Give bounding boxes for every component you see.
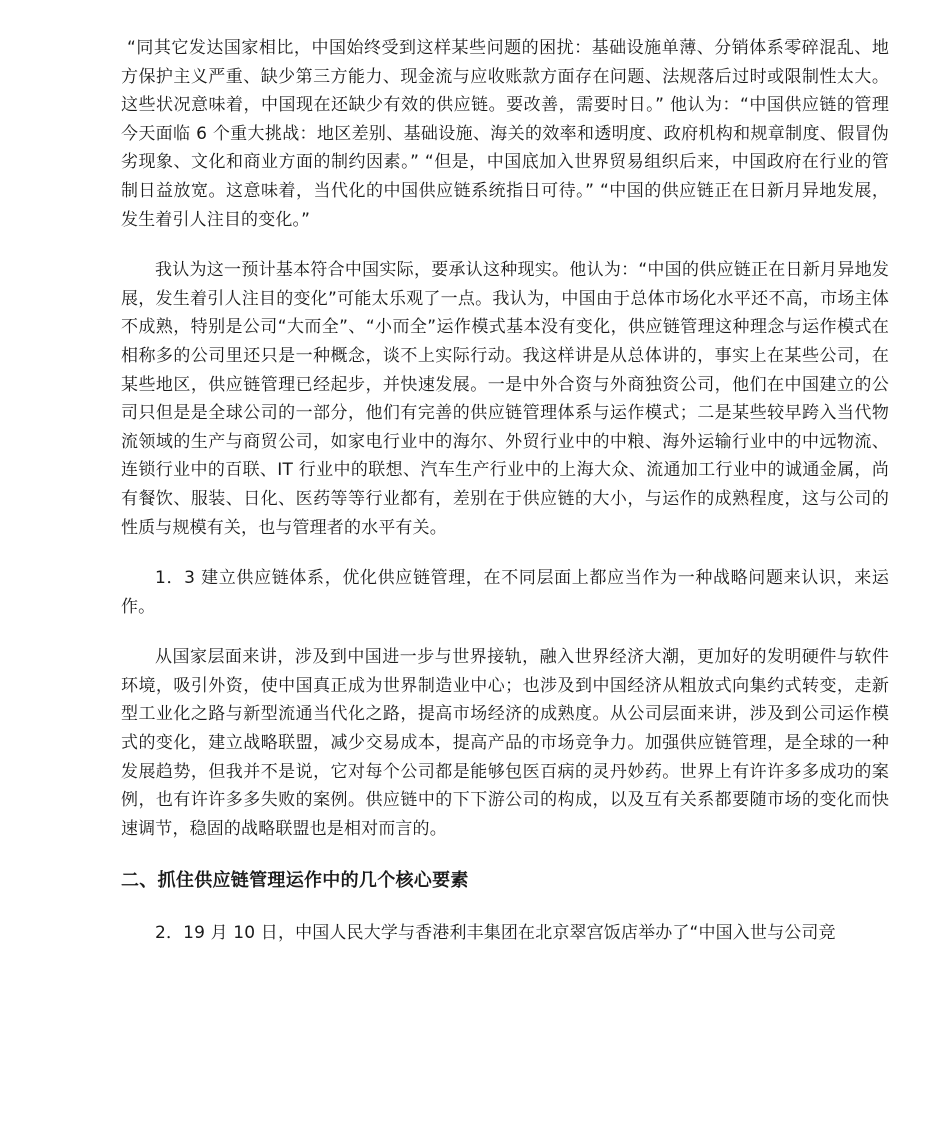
paragraph-4: 从国家层面来讲，涉及到中国进一步与世界接轨，融入世界经济大潮，更加好的发明硬件与软件环境，吸引外资，使中国真正成为世界制造业中心；也涉及到中国经济从粗放式向集约式转变，走新型工业化之路与新型流通当代化之路，提高市场经济的成熟度。从公司层面来讲，涉及到公司运作模式的变化，建立战略联盟，减少交易成本，提高产品的市场竞争力。加强供应链管理，是全球的一种发展趋势，但我并不是说，它对每个公司都是能够包医百病的灵丹妙药。世界上有许许多多成功的案例，也有许许多多失败的案例。供应链中的下下游公司的构成，以及互有关系都要随市场的变化而快速调节，稳固的战略联盟也是相对而言的。 <box>121 647 889 839</box>
paragraph-2: 我认为这一预计基本符合中国实际，要承认这种现实。他认为：“中国的供应链正在日新月异地发展，发生着引人注目的变化”可能太乐观了一点。我认为，中国由于总体市场化水平还不高，市场主体不成熟，特别是公司“大而全”、“小而全”运作模式基本没有变化，供应链管理这种理念与运作模式在相称多的公司里还只是一种概念，谈不上实际行动。我这样讲是从总体讲的，事实上在某些公司，在某些地区，供应链管理已经起步，并快速发展。一是中外合资与外商独资公司，他们在中国建立的公司只但是是全球公司的一部分，他们有完善的供应链管理体系与运作模式；二是某些较早跨入当代物流领域的生产与商贸公司，如家电行业中的海尔、外贸行业中的中粮、海外运输行业中的中远物流、连锁行业中的百联、IT 行业中的联想、汽车生产行业中的上海大众、流通加工行业中的诚通金属，尚有餐饮、服装、日化、医药等等行业都有，差别在于供应链的大小，与运作的成熟程度，这与公司的性质与规模有关，也与管理者的水平有关。 <box>121 260 889 538</box>
paragraph-spacer <box>121 542 889 564</box>
section-heading: 二、抓住供应链管理运作中的几个核心要素 <box>121 870 469 892</box>
document-page <box>121 34 889 948</box>
paragraph-3: 1．3 建立供应链体系，优化供应链管理，在不同层面上都应当作为一种战略问题来认识，来运作。 <box>121 568 889 617</box>
paragraph-1: “同其它发达国家相比，中国始终受到这样某些问题的困扰：基础设施单薄、分销体系零碎混乱、地方保护主义严重、缺少第三方能力、现金流与应收账款方面存在问题、法规落后过时或限制性太大。这些状况意味着，中国现在还缺少有效的供应链。要改善，需要时日。” 他认为：“中国供应链的管理今天面临 6 个重大挑战：地区差别、基础设施、海关的效率和透明度、政府机构和规章制度、假冒伪劣现象、文化和商业方面的制约因素。” “但是，中国底加入世界贸易组织后来，中国政府在行业的管制日益放宽。这意味着，当代化的中国供应链系统指日可待。” “中国的供应链正在日新月异地发展，发生着引人注目的变化。” <box>121 38 889 230</box>
paragraph-spacer <box>121 843 889 867</box>
paragraph-spacer <box>121 234 889 256</box>
paragraph-spacer <box>121 895 889 919</box>
paragraph-spacer <box>121 621 889 643</box>
paragraph-5: 2．19 月 10 日，中国人民大学与香港利丰集团在北京翠宫饭店举办了“中国入世与公司竞 <box>155 923 836 944</box>
